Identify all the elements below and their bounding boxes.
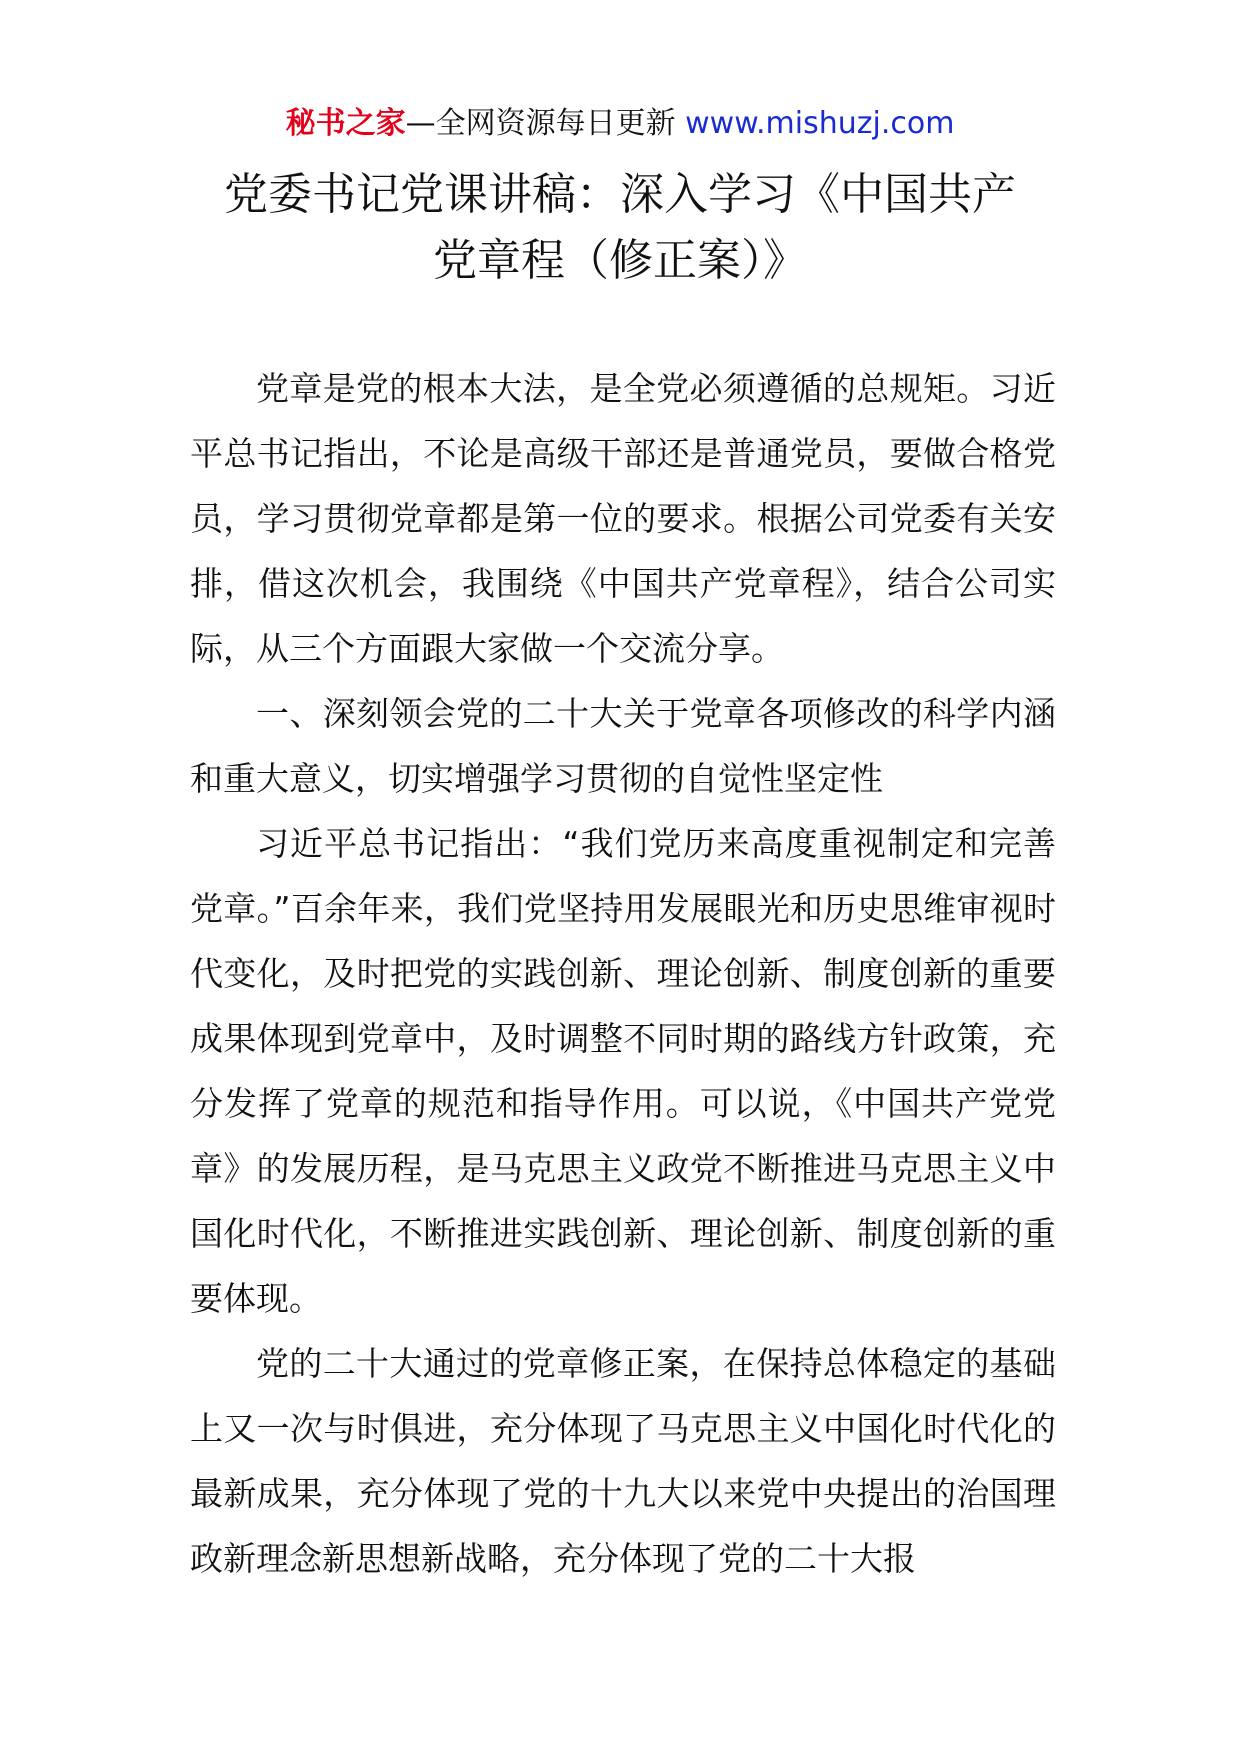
document-title bbox=[150, 162, 1090, 294]
paragraph-intro: 党章是党的根本大法，是全党必须遵循的总规矩。习近平总书记指出，不论是高级干部还是普通党员，要做合格党员，学习贯彻党章都是第一位的要求。根据公司党委有关安排，借这次机会，我围绕《中国共产党章程》，结合公司实际，从三个方面跟大家做一个交流分享。 bbox=[190, 369, 1056, 668]
section-heading-1: 一、深刻领会党的二十大关于党章各项修改的科学内涵和重大意义，切实增强学习贯彻的自觉性坚定性 bbox=[190, 694, 1056, 798]
document-body bbox=[190, 356, 1056, 1591]
title-line-2: 党章程（修正案）》 bbox=[433, 235, 807, 286]
header-tagline: —全网资源每日更新 bbox=[405, 106, 676, 141]
paragraph-amendment: 党的二十大通过的党章修正案，在保持总体稳定的基础上又一次与时俱进，充分体现了马克思主义中国化时代化的最新成果，充分体现了党的十九大以来党中央提出的治国理政新理念新思想新战略，充分体现了党的二十大报 bbox=[190, 1344, 1056, 1578]
brand-name: 秘书之家 bbox=[285, 106, 406, 141]
paragraph-history: 习近平总书记指出：“我们党历来高度重视制定和完善党章。”百余年来，我们党坚持用发展眼光和历史思维审视时代变化，及时把党的实践创新、理论创新、制度创新的重要成果体现到党章中，及时调整不同时期的路线方针政策，充分发挥了党章的规范和指导作用。可以说，《中国共产党党章》的发展历程，是马克思主义政党不断推进马克思主义中国化时代化，不断推进实践创新、理论创新、制度创新的重要体现。 bbox=[190, 824, 1056, 1318]
title-line-1: 党委书记党课讲稿：深入学习《中国共产 bbox=[224, 169, 1016, 220]
site-url-link[interactable]: www.mishuzj.com bbox=[685, 106, 955, 141]
site-header bbox=[0, 100, 1240, 148]
